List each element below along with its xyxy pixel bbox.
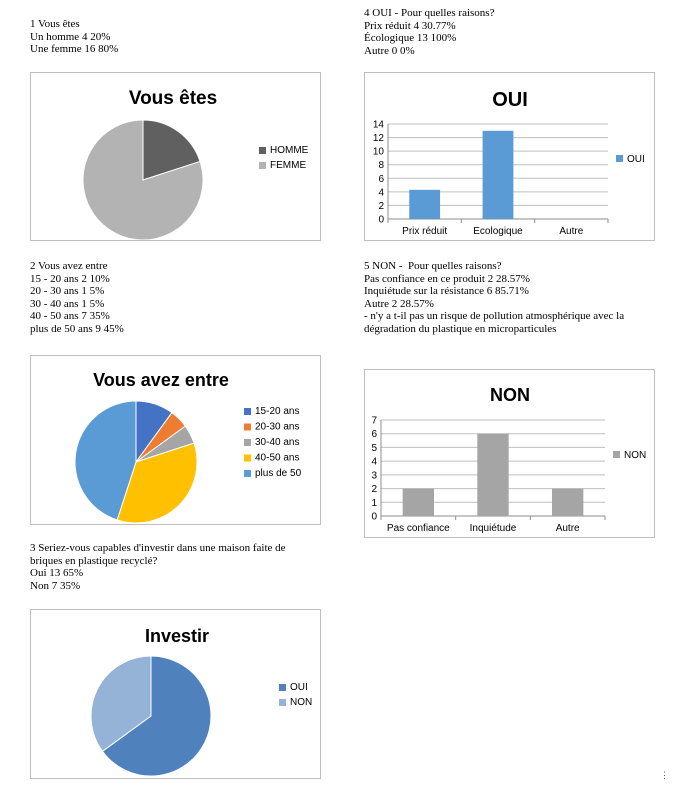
x-tick-label: Autre — [559, 226, 584, 237]
chart-svg — [365, 370, 654, 537]
legend-label: 40-50 ans — [255, 452, 300, 464]
legend-label: FEMME — [270, 160, 307, 171]
legend-swatch — [616, 155, 623, 162]
chart-svg — [31, 356, 320, 524]
chart-svg — [365, 73, 654, 240]
legend-swatch — [259, 162, 266, 169]
text-line: 40 - 50 ans 7 35% — [30, 310, 110, 322]
question-3-block — [30, 542, 330, 592]
bar-autre — [552, 489, 583, 516]
bar-pas-confiance — [403, 489, 434, 516]
question-4-block — [364, 7, 664, 57]
chart-investir — [30, 609, 321, 779]
y-tick-label: 6 — [378, 173, 384, 185]
corner-mark: ⋮ — [660, 770, 669, 780]
text-line: - n'y a t-il pas un risque de pollution atmosphérique avec la — [364, 310, 625, 322]
y-tick-label: 4 — [371, 456, 377, 468]
y-tick-label: 10 — [372, 146, 384, 158]
y-tick-label: 2 — [371, 484, 377, 496]
chart-title: Investir — [144, 626, 210, 646]
bar-ecologique — [483, 131, 514, 219]
chart-vous-etes — [30, 72, 321, 241]
y-tick-label: 6 — [371, 429, 377, 441]
legend-label: NON — [624, 450, 647, 461]
y-tick-label: 5 — [371, 442, 377, 454]
y-tick-label: 2 — [378, 200, 384, 212]
legend-label: NON — [290, 697, 313, 708]
x-tick-label: Pas confiance — [386, 523, 450, 534]
text-line: 20 - 30 ans 1 5% — [30, 285, 105, 297]
question-2-block — [30, 260, 330, 335]
text-line: Écologique 13 100% — [364, 32, 457, 44]
legend-swatch — [244, 439, 251, 446]
text-line: Oui 13 65% — [30, 567, 84, 579]
y-tick-label: 0 — [371, 511, 377, 523]
text-line: Inquiétude sur la résistance 6 85.71% — [364, 285, 529, 297]
text-line: briques en plastique recyclé? — [30, 554, 158, 567]
y-tick-label: 7 — [371, 415, 377, 427]
legend-swatch — [244, 470, 251, 477]
legend-swatch — [279, 684, 286, 691]
legend-swatch — [244, 408, 251, 415]
text-line: plus de 50 ans 9 45% — [30, 322, 124, 335]
chart-oui — [364, 72, 655, 241]
chart-title: NON — [490, 385, 530, 405]
question-5-block — [364, 260, 674, 335]
legend-label: HOMME — [270, 145, 309, 156]
bar-prix-r-duit — [409, 190, 440, 219]
legend-label: plus de 50 — [255, 468, 302, 479]
chart-title: OUI — [492, 89, 528, 111]
legend-swatch — [244, 455, 251, 462]
legend-label: OUI — [627, 154, 645, 165]
x-tick-label: Autre — [555, 523, 580, 534]
legend-label: OUI — [290, 682, 308, 693]
text-line: Autre 0 0% — [364, 44, 415, 57]
y-tick-label: 3 — [371, 470, 377, 482]
chart-title: Vous êtes — [128, 88, 218, 109]
legend-swatch — [279, 699, 286, 706]
y-tick-label: 12 — [372, 133, 384, 145]
text-line: 4 OUI - Pour quelles raisons? — [364, 7, 495, 19]
chart-title: Vous avez entre — [93, 370, 229, 390]
text-line: Un homme 4 20% — [30, 30, 111, 43]
chart-svg — [31, 73, 320, 240]
y-tick-label: 4 — [378, 187, 384, 199]
legend-label: 20-30 ans — [255, 421, 300, 433]
x-tick-label: Ecologique — [473, 226, 523, 237]
legend-label: 15-20 ans — [255, 406, 300, 417]
y-tick-label: 14 — [372, 119, 384, 131]
question-1-block — [30, 18, 330, 56]
chart-svg — [31, 610, 320, 778]
chart-non — [364, 369, 655, 538]
text-line: 1 Vous êtes — [30, 18, 80, 30]
chart-age — [30, 355, 321, 525]
text-line: 3 Seriez-vous capables d'investir dans une maison faite de — [30, 542, 286, 554]
text-line: Une femme 16 80% — [30, 43, 119, 55]
text-line: Non 7 35% — [30, 579, 81, 592]
legend-swatch — [244, 424, 251, 431]
y-tick-label: 8 — [378, 160, 384, 172]
text-line: Pas confiance en ce produit 2 28.57% — [364, 272, 530, 285]
text-line: Prix réduit 4 30.77% — [364, 19, 456, 32]
y-tick-label: 1 — [371, 497, 377, 509]
x-tick-label: Inquiétude — [469, 523, 517, 534]
legend-swatch — [259, 147, 266, 154]
text-line: 5 NON - Pour quelles raisons? — [364, 260, 502, 272]
x-tick-label: Prix réduit — [402, 226, 448, 237]
text-line: Autre 2 28.57% — [364, 297, 434, 310]
legend-swatch — [613, 451, 620, 458]
bar-inqui-tude — [477, 434, 508, 516]
y-tick-label: 0 — [378, 214, 384, 226]
text-line: 30 - 40 ans 1 5% — [30, 297, 105, 310]
text-line: dégradation du plastique en microparticules — [364, 322, 557, 335]
legend-label: 30-40 ans — [255, 437, 300, 448]
text-line: 15 - 20 ans 2 10% — [30, 272, 110, 285]
text-line: 2 Vous avez entre — [30, 260, 108, 272]
